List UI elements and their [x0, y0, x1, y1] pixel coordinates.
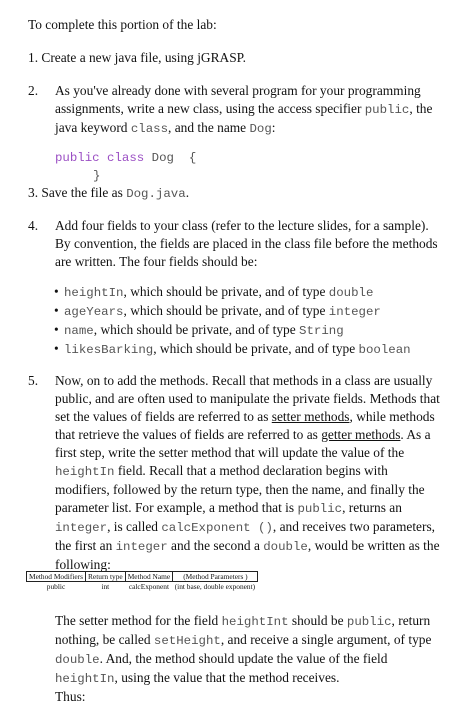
- field-list: [54, 283, 454, 359]
- list-item: • heightIn, which should be private, and of type double: [54, 283, 454, 302]
- header-cell: Return type: [86, 572, 126, 582]
- header-cell: (Method Parameters ): [173, 572, 257, 582]
- step-1: [28, 49, 448, 67]
- field-type: integer: [328, 305, 381, 319]
- getter-methods-term: getter methods: [321, 427, 401, 442]
- intro-text: To complete this portion of the lab:: [28, 17, 217, 32]
- method-name: setHeight: [153, 634, 221, 648]
- closing-paragraph: The setter method for the field heightInt should be public, return nothing, be called setHeight, and receive a single argument, of type double. And, the method should update the value of the field heightIn, using the value that the method receives. Thus:: [55, 612, 445, 706]
- field-name: likesBarking: [64, 343, 154, 357]
- step-2-number: 2.: [28, 83, 39, 98]
- value-cell: int: [101, 582, 110, 591]
- step-4-number: 4.: [28, 218, 39, 233]
- field-name: name: [64, 324, 94, 338]
- header-cell: Method Name: [125, 572, 173, 582]
- step-3: 3. Save the file as Dog.java.: [28, 185, 190, 201]
- method-signature-table: [26, 571, 258, 591]
- signature-header-row: [27, 572, 258, 582]
- step-5-text: Now, on to add the methods. Recall that methods in a class are usually public, and are often used to manipulate the private fields. Methods that set the values of fields are referred to as setter methods, while methods that retrieve the values of fields are referred to as getter methods. As a first step, write the setter method that will update the value of the heightIn field. Recall that a method declaration begins with modifiers, followed by the return type, then the name, and finally the parameter list. For example, a method that is public, returns an integer, is called calcExponent (), and receives two parameters, the first an integer and the second a double, would be written as the following:: [55, 373, 440, 572]
- value-cell: calcExponent: [128, 582, 170, 591]
- thus-label: Thus:: [55, 689, 86, 704]
- step-3-number: 3.: [28, 185, 39, 200]
- field-type: double: [328, 286, 374, 300]
- list-item: • likesBarking, which should be private, and of type boolean: [54, 340, 454, 359]
- list-item: • name, which should be private, and of type String: [54, 321, 454, 340]
- step-5: [28, 372, 448, 574]
- field-name: ageYears: [64, 305, 124, 319]
- signature-value-row: [27, 582, 258, 592]
- step-4-text: Add four fields to your class (refer to the lecture slides, for a sample). By convention, the fields are placed in the class file before the methods are written. The four fields should be:: [55, 218, 438, 269]
- code-dog: Dog: [249, 122, 272, 136]
- code-filename: Dog.java: [126, 187, 186, 201]
- value-cell: (int base, double exponent): [174, 582, 256, 591]
- code-keyword: public class: [55, 151, 145, 165]
- field-type: String: [299, 324, 344, 338]
- step-1-number: 1.: [28, 50, 39, 65]
- step-4: [28, 217, 448, 271]
- list-item: • ageYears, which should be private, and of type integer: [54, 302, 454, 321]
- field-type: boolean: [358, 343, 411, 357]
- setter-methods-term: setter methods: [271, 409, 350, 424]
- field-name: heightIn: [64, 286, 124, 300]
- step-1-text: Create a new java file, using jGRASP.: [41, 50, 246, 65]
- step-5-number: 5.: [28, 373, 39, 388]
- code-public: public: [364, 103, 410, 117]
- step-2: [28, 82, 448, 138]
- value-cell: public: [46, 582, 66, 591]
- header-cell: Method Modifiers: [27, 572, 86, 582]
- step-2-text: As you've already done with several program for your programming assignments, write a new class, using the access specifier public, the java keyword class, and the name Dog:: [55, 83, 433, 136]
- code-snippet-class-close: }: [93, 169, 101, 183]
- code-class: class: [130, 122, 169, 136]
- code-snippet-class-open: public class Dog {: [55, 151, 197, 165]
